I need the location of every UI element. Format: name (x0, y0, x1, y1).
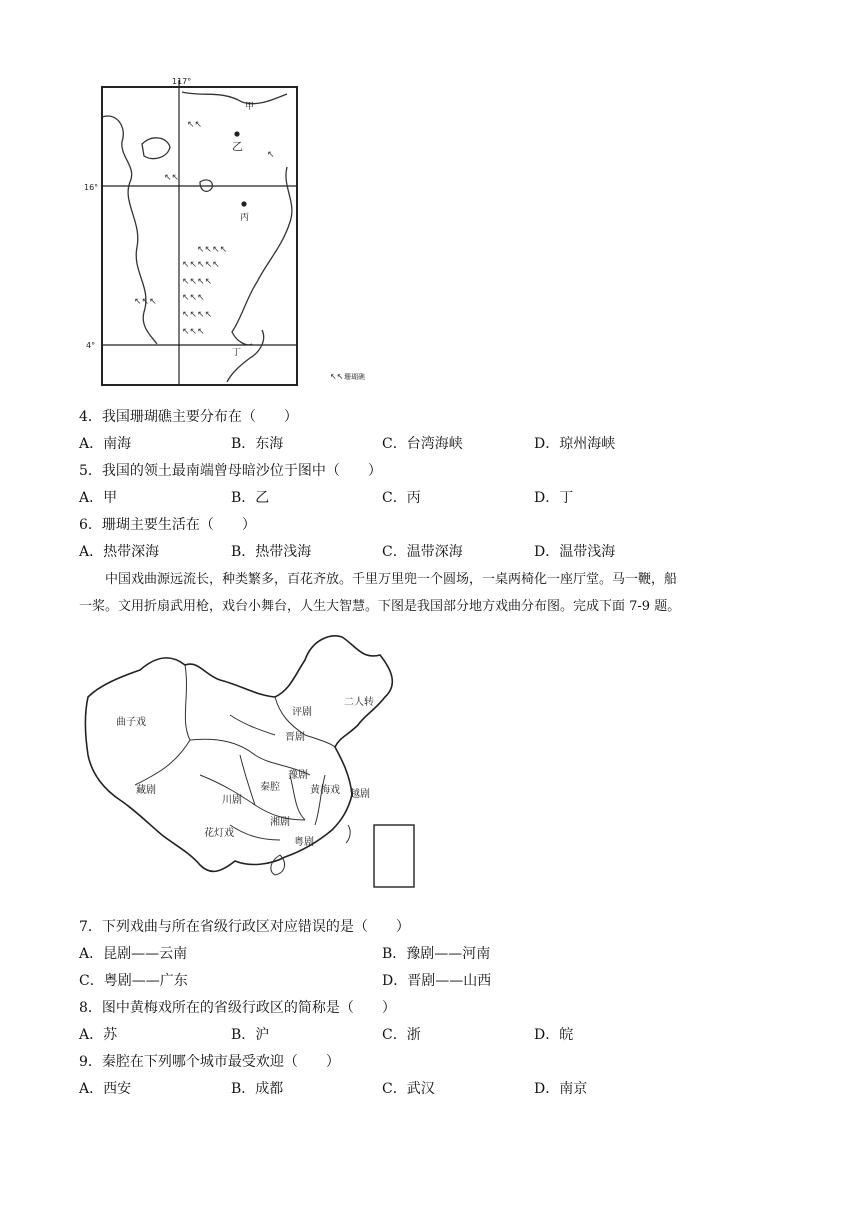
label-qinqiang: 秦腔 (260, 782, 280, 793)
reef-mark: ↖↖↖ (182, 327, 205, 337)
south-china-sea-map-svg (82, 72, 402, 392)
label-errenzhuan: 二人转 (344, 697, 374, 708)
intro-paragraph (79, 566, 789, 620)
lon-label: 117° (172, 77, 192, 86)
label-yi: 乙 (232, 140, 243, 153)
q9-option-b[interactable]: B．成都 (231, 1081, 284, 1097)
intro-line-1: 中国戏曲源远流长，种类繁多，百花齐放。千里万里兜一个圆场，一桌两椅化一座厅堂。马一鞭，船 (105, 572, 678, 587)
q4-option-c[interactable]: C．台湾海峡 (382, 436, 463, 452)
reef-mark: ↖↖↖↖ (182, 310, 213, 320)
q6-option-b[interactable]: B．热带浅海 (231, 544, 312, 560)
q8-stem: 8．图中黄梅戏所在的省级行政区的简称是（ ） (79, 1000, 396, 1016)
label-jia: 甲 (245, 102, 255, 112)
q5-option-a[interactable]: A．甲 (79, 490, 118, 506)
reef-mark: ↖↖↖ (134, 297, 157, 307)
q4-option-a[interactable]: A．南海 (79, 436, 132, 452)
q4-option-b[interactable]: B．东海 (231, 436, 284, 452)
label-ding: 丁 (232, 348, 242, 358)
legend-reef-icon: ↖↖ (330, 372, 344, 381)
q6-option-c[interactable]: C．温带深海 (382, 544, 463, 560)
label-huangmei: 黄梅戏 (310, 785, 340, 796)
q4-stem: 4．我国珊瑚礁主要分布在（ ） (79, 409, 298, 425)
label-quzi: 曲子戏 (116, 717, 146, 728)
q7-option-b[interactable]: B．豫剧——河南 (382, 946, 491, 962)
label-xiangju: 湘剧 (270, 817, 290, 828)
label-yueju-zj: 越剧 (350, 789, 370, 800)
label-chuanju: 川剧 (222, 795, 242, 806)
label-pingju: 评剧 (292, 707, 312, 718)
lat-4-label: 4° (86, 341, 96, 350)
q7-stem: 7．下列戏曲与所在省级行政区对应错误的是（ ） (79, 919, 410, 935)
reef-mark: ↖ (267, 150, 275, 160)
q5-stem: 5．我国的领土最南端曾母暗沙位于图中（ ） (79, 463, 382, 479)
q7-option-c[interactable]: C．粤剧——广东 (79, 973, 188, 989)
reef-mark: ↖↖↖↖ (197, 245, 228, 255)
reef-mark: ↖↖↖ (182, 293, 205, 303)
legend-reef-label: 珊瑚礁 (344, 373, 365, 381)
label-yueju-gd: 粤剧 (294, 837, 314, 848)
q9-stem: 9．秦腔在下列哪个城市最受欢迎（ ） (79, 1054, 340, 1070)
china-opera-map-svg (80, 625, 420, 895)
q5-option-c[interactable]: C．丙 (382, 490, 421, 506)
china-opera-map (80, 625, 420, 895)
point-bing (241, 201, 246, 206)
q4-option-d[interactable]: D．琼州海峡 (534, 436, 616, 452)
intro-line-2: 一桨。文用折扇武用枪，戏台小舞台，人生大智慧。下图是我国部分地方戏曲分布图。完成下面 7-9 题。 (79, 599, 681, 614)
q6-option-a[interactable]: A．热带深海 (79, 544, 160, 560)
map1-frame (102, 87, 297, 385)
reef-mark: ↖↖↖↖↖ (182, 260, 220, 270)
point-yi (234, 131, 239, 136)
south-china-sea-map (82, 72, 402, 392)
q8-option-d[interactable]: D．皖 (534, 1027, 574, 1043)
reef-mark: ↖↖ (187, 120, 203, 130)
taiwan-outline (346, 825, 350, 843)
label-bing: 丙 (240, 213, 250, 223)
q9-option-a[interactable]: A．西安 (79, 1081, 132, 1097)
q5-option-b[interactable]: B．乙 (231, 490, 270, 506)
china-outline (85, 636, 392, 871)
label-huadeng: 花灯戏 (204, 828, 234, 839)
reef-mark: ↖↖ (164, 173, 180, 183)
label-jinju: 晋剧 (285, 732, 305, 743)
q8-option-b[interactable]: B．沪 (231, 1027, 270, 1043)
q7-option-a[interactable]: A．昆剧——云南 (79, 946, 188, 962)
q9-option-c[interactable]: C．武汉 (382, 1081, 435, 1097)
lat-16-label: 16° (84, 183, 99, 192)
reef-mark: ↖↖↖↖ (182, 277, 213, 287)
label-yuju: 豫剧 (288, 770, 308, 781)
q8-option-a[interactable]: A．苏 (79, 1027, 118, 1043)
label-zangju: 藏剧 (136, 785, 156, 796)
q6-option-d[interactable]: D．温带浅海 (534, 544, 616, 560)
q9-option-d[interactable]: D．南京 (534, 1081, 588, 1097)
q7-option-d[interactable]: D．晋剧——山西 (382, 973, 492, 989)
q5-option-d[interactable]: D．丁 (534, 490, 574, 506)
q6-stem: 6．珊瑚主要生活在（ ） (79, 517, 256, 533)
south-sea-inset (374, 825, 414, 887)
q8-option-c[interactable]: C．浙 (382, 1027, 421, 1043)
